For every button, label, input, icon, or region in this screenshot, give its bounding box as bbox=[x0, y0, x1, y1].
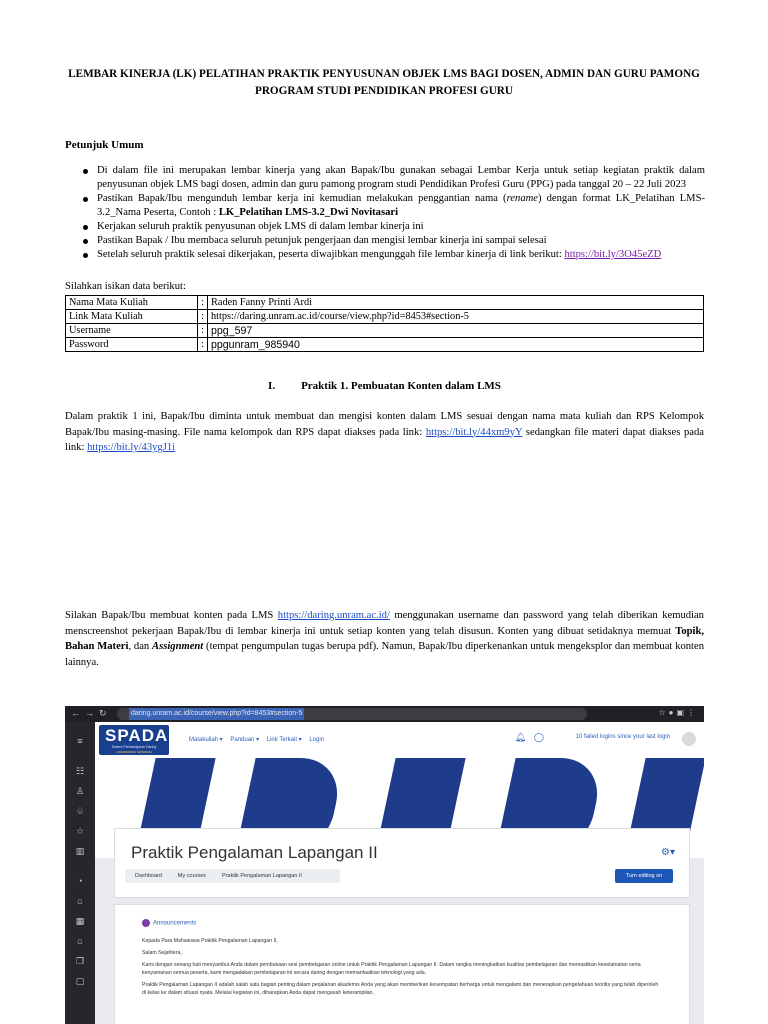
bullet-5-pre: Setelah seluruh praktik selesai dikerjakan, peserta diwajibkan mengunggah file lembar kinerja di link berikut: bbox=[97, 249, 565, 260]
star-icon: ☆ bbox=[75, 826, 85, 836]
browser-bar bbox=[65, 706, 704, 722]
list-icon: ☷ bbox=[75, 766, 85, 776]
table-intro: Silahkan isikan data berikut: bbox=[65, 281, 186, 292]
logo-university: UNIVERSITAS MATARAM bbox=[116, 750, 152, 754]
crumb-dashboard[interactable]: Dashboard bbox=[135, 873, 162, 879]
list-item bbox=[65, 234, 705, 248]
text-line: Kepada Para Mahasiswa Praktik Pengalaman Lapangan II, bbox=[142, 938, 278, 944]
upload-link[interactable]: https://bit.ly/3O45eZD bbox=[564, 249, 662, 260]
forum-icon bbox=[142, 919, 150, 927]
p1-pre: Dalam praktik 1 ini, Bapak/Ibu diminta untuk membuat dan mengisi konten dalam LMS sesuai dengan nama mata kuliah dan RPS Kelompok Bapak/Ibu masing-masing. File nama kelompok dan RPS dapat diakses pada link: bbox=[65, 411, 704, 438]
spada-logo bbox=[99, 725, 169, 755]
bullet-2-pre: Pastikan Bapak/Ibu mengunduh lembar kerja ini kemudian melakukan penggantian nama ( bbox=[97, 193, 507, 204]
title-line-1: LEMBAR KINERJA (LK) PELATIHAN PRAKTIK PENYUSUNAN OBJEK LMS BAGI DOSEN, ADMIN DAN GURU PAMONG bbox=[68, 68, 700, 80]
nav-matakuliah[interactable]: Matakuliah ▾ bbox=[189, 737, 223, 743]
text-line: Salam Sejahtera, bbox=[142, 950, 182, 956]
avatar[interactable] bbox=[682, 732, 696, 746]
title-line-2: PROGRAM STUDI PENDIDIKAN PROFESI GURU bbox=[255, 85, 513, 97]
cell-value: https://daring.unram.ac.id/course/view.php?id=8453#section-5 bbox=[208, 310, 704, 324]
topbar-right bbox=[514, 732, 694, 742]
table-row bbox=[66, 296, 704, 310]
cell-key: Link Mata Kuliah bbox=[66, 310, 198, 324]
section-1-heading bbox=[65, 380, 704, 392]
lms-link[interactable]: https://daring.unram.ac.id/ bbox=[277, 610, 390, 621]
bullet-2-mid: ) dengan format LK_Pelatihan LMS-3.2_Nama Peserta, Contoh : bbox=[97, 193, 706, 218]
lms-screenshot bbox=[65, 706, 704, 1024]
breadcrumb bbox=[125, 869, 340, 883]
course-content bbox=[114, 904, 690, 1024]
nav-login[interactable]: Login bbox=[309, 737, 325, 743]
paragraph-2 bbox=[65, 608, 704, 670]
logo-subtitle: Sistem Pembelajaran Daring bbox=[111, 745, 157, 749]
bullet-4-text: Pastikan Bapak / Ibu membaca seluruh petunjuk pengerjaan dan mengisi lembar kinerja ini sampai selesai bbox=[97, 235, 547, 246]
text-line: Praktik Pengalaman Lapangan II adalah salah satu bagian penting dalam perjalanan akademis Anda yang akan memberikan kesempatan berharga untuk mengalami dan menerapkan pengetahuan teoritis yang telah diperoleh di kelas ke dalam situasi nyata. Melalui kegiatan ini, diharapkan Anda dapat mengasah keterampilan, bbox=[142, 982, 659, 996]
cell-key: Username bbox=[66, 324, 198, 338]
announcement-text bbox=[142, 937, 662, 1001]
course-header-card bbox=[114, 828, 690, 898]
p1-mid: sedangkan file materi dapat diakses pada link: bbox=[65, 426, 704, 453]
p2-bold-2: Assignment bbox=[152, 641, 204, 652]
list-item bbox=[65, 220, 705, 234]
browser-tool-icons: ☆●▣⋮ bbox=[658, 708, 698, 717]
calendar-icon: ▦ bbox=[75, 916, 85, 926]
section-title: Praktik 1. Pembuatan Konten dalam LMS bbox=[301, 380, 501, 392]
table-row bbox=[66, 338, 704, 352]
lms-topbar bbox=[95, 722, 704, 758]
cell-colon: : bbox=[198, 324, 208, 338]
cell-key: Password bbox=[66, 338, 198, 352]
failed-logins-text[interactable]: 10 failed logins since your last login bbox=[575, 734, 670, 740]
lms-nav bbox=[189, 736, 330, 743]
list-item bbox=[65, 164, 705, 192]
cell-key: Nama Mata Kuliah bbox=[66, 296, 198, 310]
document-title bbox=[60, 66, 708, 100]
url-text: daring.unram.ac.id/course/view.php?id=8453#section-5 bbox=[129, 708, 304, 720]
list-item bbox=[65, 192, 705, 220]
cell-colon: : bbox=[198, 310, 208, 324]
files-icon: ❐ bbox=[75, 956, 85, 966]
section-heading: Petunjuk Umum bbox=[65, 139, 144, 151]
table-row bbox=[66, 310, 704, 324]
announcements-label: Announcements bbox=[153, 920, 197, 927]
p2-mid: menggunakan username dan password yang telah diberikan kemudian menscreenshot pekerjaan Bapak/Ibu di lembar kinerja ini untuk setiap konten yang telah disusun. Konten yang dibuat setidaknya memuat bbox=[65, 610, 704, 637]
section-number: I. bbox=[268, 380, 276, 392]
p2-post: (tempat pengumpulan tugas berupa pdf). Namun, Bapak/Ibu diperkenankan untuk mengeksplor dan membuat konten lainnya. bbox=[65, 641, 705, 668]
book-icon: ▥ bbox=[75, 846, 85, 856]
menu-icon: ≡ bbox=[77, 736, 83, 746]
p2-mid-2: , dan bbox=[128, 641, 153, 652]
chat-icon[interactable]: ◯ bbox=[533, 732, 544, 742]
cell-value: ppgunram_985940 bbox=[208, 338, 704, 352]
paragraph-1 bbox=[65, 409, 704, 456]
cell-value: ppg_597 bbox=[208, 324, 704, 338]
nav-panduan[interactable]: Panduan ▾ bbox=[230, 737, 260, 743]
bullet-2-em: rename bbox=[506, 193, 538, 204]
course-title: Praktik Pengalaman Lapangan II bbox=[131, 843, 378, 862]
turn-editing-on-button[interactable]: Turn editing on bbox=[615, 869, 673, 883]
bell-icon[interactable]: 🔔︎ bbox=[514, 732, 526, 742]
graduation-icon: ⌂ bbox=[77, 936, 83, 946]
dashboard-icon: ◔ bbox=[77, 876, 83, 886]
materials-link[interactable]: https://bit.ly/43ygJ1i bbox=[87, 442, 176, 453]
cell-colon: : bbox=[198, 296, 208, 310]
address-bar bbox=[117, 708, 587, 720]
lms-sidebar bbox=[65, 722, 95, 1024]
participant-table bbox=[65, 295, 704, 352]
badge-icon: ♧ bbox=[75, 806, 85, 816]
instruction-list bbox=[65, 164, 705, 262]
list-item bbox=[65, 248, 705, 262]
gear-icon[interactable]: ⚙︎▾ bbox=[661, 847, 675, 858]
nav-link-terkait[interactable]: Link Terkait ▾ bbox=[266, 737, 302, 743]
bullet-2-bold: LK_Pelatihan LMS-3.2_Dwi Novitasari bbox=[218, 207, 399, 218]
table-row bbox=[66, 324, 704, 338]
p2-pre: Silakan Bapak/Ibu membuat konten pada LMS bbox=[65, 610, 278, 621]
home-icon: ⌂ bbox=[77, 896, 83, 906]
users-icon: ♙ bbox=[75, 786, 85, 796]
rps-link[interactable]: https://bit.ly/44xm9yY bbox=[425, 426, 523, 438]
crumb-course[interactable]: Praktik Pengalaman Lapangan II bbox=[222, 873, 302, 879]
bullet-3-text: Kerjakan seluruh praktik penyusunan objek LMS di dalam lembar kinerja ini bbox=[97, 221, 424, 232]
logo-text: SPADA bbox=[105, 726, 169, 745]
p2-bold-1: Topik, Bahan Materi bbox=[65, 625, 704, 652]
announcements-link[interactable] bbox=[142, 919, 196, 927]
cell-colon: : bbox=[198, 338, 208, 352]
text-line: Kami dengan senang hati menyambut Anda dalam pembukaan sesi pembelajaran online untuk Praktik Pengalaman Lapangan II. Dalam rangka meningkatkan kualitas pembelajaran dan memastikan keselamatan serta kenyamanan semua peserta, kami mengadakan pembelajaran ini secara daring dengan memanfaatkan teknologi yang ada. bbox=[142, 962, 641, 976]
bullet-1-text: Di dalam file ini merupakan lembar kinerja yang akan Bapak/Ibu gunakan sebagai Lembar Kerja untuk setiap kegiatan praktik dalam penyusunan objek LMS bagi dosen, admin dan guru pamong program studi Pendidikan Profesi Guru (PPG) pada tanggal 20 – 22 Juli 2023 bbox=[97, 165, 705, 190]
crumb-my-courses[interactable]: My courses bbox=[177, 873, 207, 879]
cell-value: Raden Fanny Printi Ardi bbox=[208, 296, 704, 310]
browser-nav-icons: ←→↻ bbox=[71, 708, 112, 718]
clipboard-icon: ▢ bbox=[75, 976, 85, 986]
